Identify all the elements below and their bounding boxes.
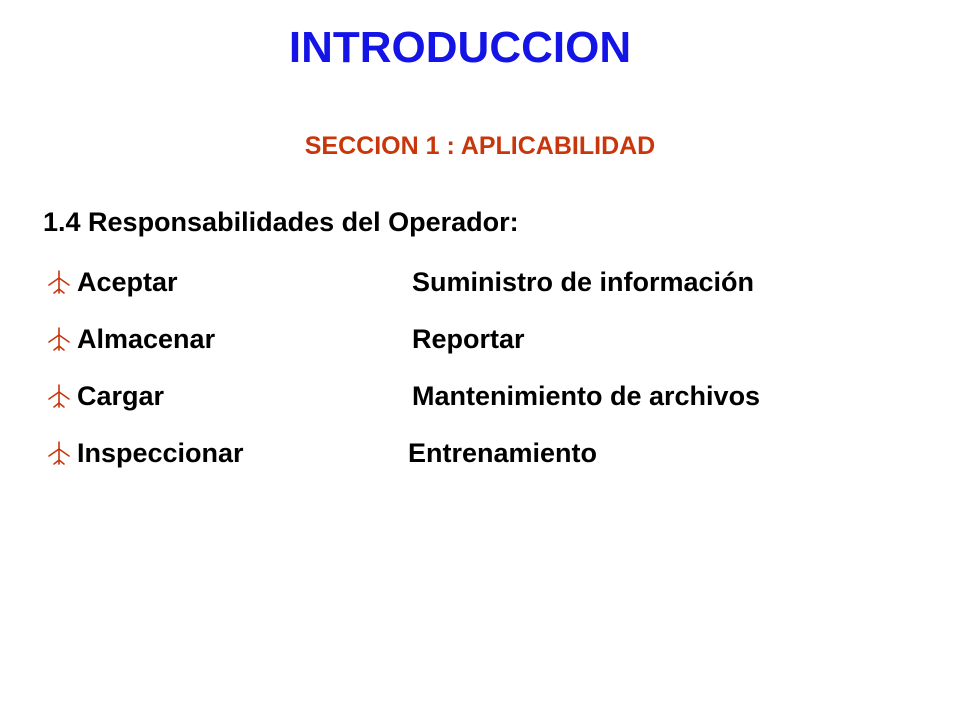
list-item bbox=[45, 433, 925, 490]
responsibility-left: Cargar bbox=[77, 381, 165, 411]
list-item bbox=[45, 376, 925, 433]
slide-title: INTRODUCCION bbox=[288, 23, 632, 72]
responsibilities-list bbox=[45, 262, 925, 490]
airplane-icon bbox=[45, 382, 73, 410]
responsibility-right: Reportar bbox=[412, 324, 525, 354]
responsibility-left: Aceptar bbox=[77, 267, 178, 297]
airplane-icon bbox=[45, 268, 73, 296]
airplane-icon bbox=[45, 439, 73, 467]
section-subtitle: SECCION 1 : APLICABILIDAD bbox=[304, 132, 656, 160]
responsibility-right: Entrenamiento bbox=[408, 438, 598, 468]
list-item bbox=[45, 262, 925, 319]
list-item bbox=[45, 319, 925, 376]
airplane-icon bbox=[45, 325, 73, 353]
responsibility-right: Suministro de información bbox=[412, 267, 755, 297]
responsibilities-heading: 1.4 Responsabilidades del Operador: bbox=[43, 207, 519, 237]
responsibility-right: Mantenimiento de archivos bbox=[412, 381, 761, 411]
responsibility-left: Inspeccionar bbox=[77, 438, 244, 468]
responsibility-left: Almacenar bbox=[77, 324, 216, 354]
